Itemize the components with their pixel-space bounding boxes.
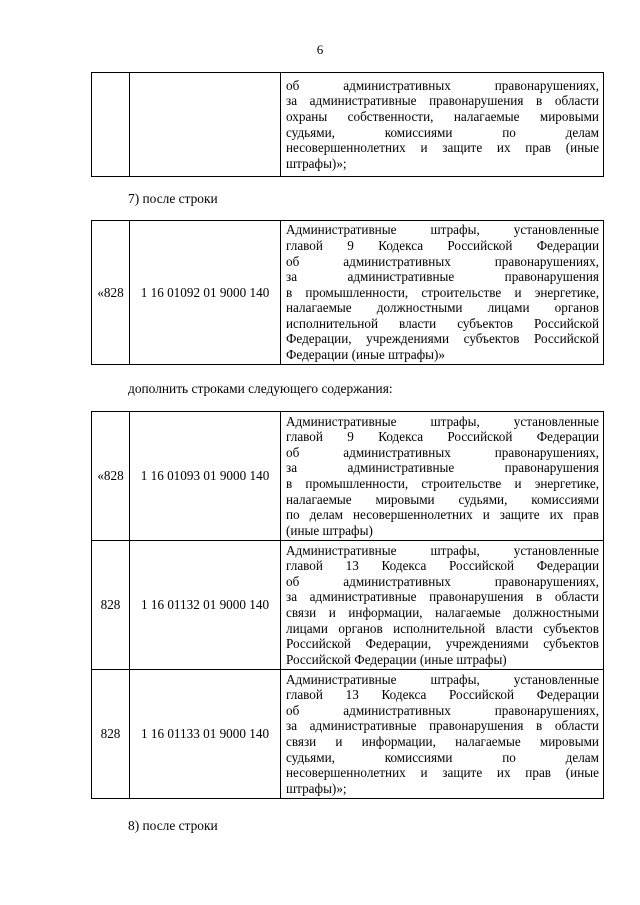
description-line: Административные штрафы, установленные — [286, 542, 599, 558]
description-line: в промышленности, строительстве и энергетике, — [286, 476, 599, 491]
description-line: (иные штрафы) — [286, 522, 373, 538]
kbk-code-cell: 1 16 01133 01 9000 140 — [130, 670, 281, 799]
page-number: 6 — [316, 42, 324, 57]
description-line: главой 13 Кодекса Российской Федерации — [286, 687, 599, 703]
description-line: штрафы)»; — [286, 780, 347, 796]
admin-code-cell: 828 — [92, 541, 130, 670]
description-line: за административные правонарушения в области — [286, 93, 599, 109]
description-line: исполнительной власти субъектов Российской — [286, 315, 599, 331]
description-cell — [281, 73, 604, 177]
paragraph-add-rows: дополнить строками следующего содержания: — [128, 381, 393, 396]
kbk-code-cell: 1 16 01132 01 9000 140 — [130, 541, 281, 670]
admin-code-cell: «828 — [92, 412, 130, 541]
description-line: за административные правонарушения в области — [286, 589, 599, 605]
description-line: судьями, комиссиями по делам — [286, 124, 599, 140]
table-row — [92, 73, 604, 177]
description-cell — [281, 412, 604, 541]
description-line: лицами органов исполнительной власти субъектов — [286, 620, 599, 636]
description-line: по делам несовершеннолетних и защите их прав — [286, 507, 599, 523]
description-line: Административные штрафы, установленные — [286, 413, 599, 429]
table-row — [92, 670, 604, 799]
table-row — [92, 541, 604, 670]
kbk-code-cell: 1 16 01092 01 9000 140 — [130, 221, 281, 365]
admin-code-cell: «828 — [92, 221, 130, 365]
description-line: штрафы)»; — [286, 155, 347, 171]
description-line: налагаемые мировыми судьями, комиссиями — [286, 491, 599, 507]
table-continuation — [91, 72, 604, 177]
description-line: главой 13 Кодекса Российской Федерации — [286, 558, 599, 574]
description-line: об административных правонарушениях, — [286, 77, 599, 93]
description-line: за административные правонарушения — [286, 460, 599, 476]
description-line: об административных правонарушениях, — [286, 702, 599, 718]
description-line: об административных правонарушениях, — [286, 253, 599, 269]
description-line: главой 9 Кодекса Российской Федерации — [286, 237, 599, 253]
kbk-code-cell — [130, 73, 281, 177]
description-cell — [281, 670, 604, 799]
description-line: за административные правонарушения — [286, 269, 599, 285]
description-line: несовершеннолетних и защите их прав (иные — [286, 140, 599, 156]
description-cell — [281, 221, 604, 365]
description-line: об административных правонарушениях, — [286, 444, 599, 460]
table-row — [92, 221, 604, 365]
kbk-code-cell: 1 16 01093 01 9000 140 — [130, 412, 281, 541]
description-line: за административные правонарушения в области — [286, 718, 599, 734]
description-line: Российской Федерации (иные штрафы) — [286, 651, 507, 667]
description-line: налагаемые должностными лицами органов — [286, 300, 599, 316]
table-after-row — [91, 220, 604, 365]
admin-code-cell — [92, 73, 130, 177]
description-line: Административные штрафы, установленные — [286, 222, 599, 238]
description-line: охраны собственности, налагаемые мировыми — [286, 108, 599, 124]
table-new-rows — [91, 411, 604, 799]
description-line: Административные штрафы, установленные — [286, 671, 599, 687]
description-line: главой 9 Кодекса Российской Федерации — [286, 429, 599, 445]
table-row — [92, 412, 604, 541]
description-line: Российской Федерации, учреждениями субъектов — [286, 636, 599, 652]
description-line: в промышленности, строительстве и энергетике, — [286, 284, 599, 300]
description-cell — [281, 541, 604, 670]
paragraph-8: 8) после строки — [128, 818, 218, 833]
description-line: связи и информации, налагаемые мировыми — [286, 734, 599, 749]
description-line: Федерации, учреждениями субъектов Российской — [286, 331, 599, 347]
description-line: связи и информации, налагаемые должностными — [286, 605, 599, 620]
description-line: Федерации (иные штрафы)» — [286, 347, 446, 363]
paragraph-7: 7) после строки — [128, 191, 218, 206]
description-line: судьями, комиссиями по делам — [286, 749, 599, 765]
admin-code-cell: 828 — [92, 670, 130, 799]
description-line: об административных правонарушениях, — [286, 573, 599, 589]
description-line: несовершеннолетних и защите их прав (иные — [286, 765, 599, 781]
